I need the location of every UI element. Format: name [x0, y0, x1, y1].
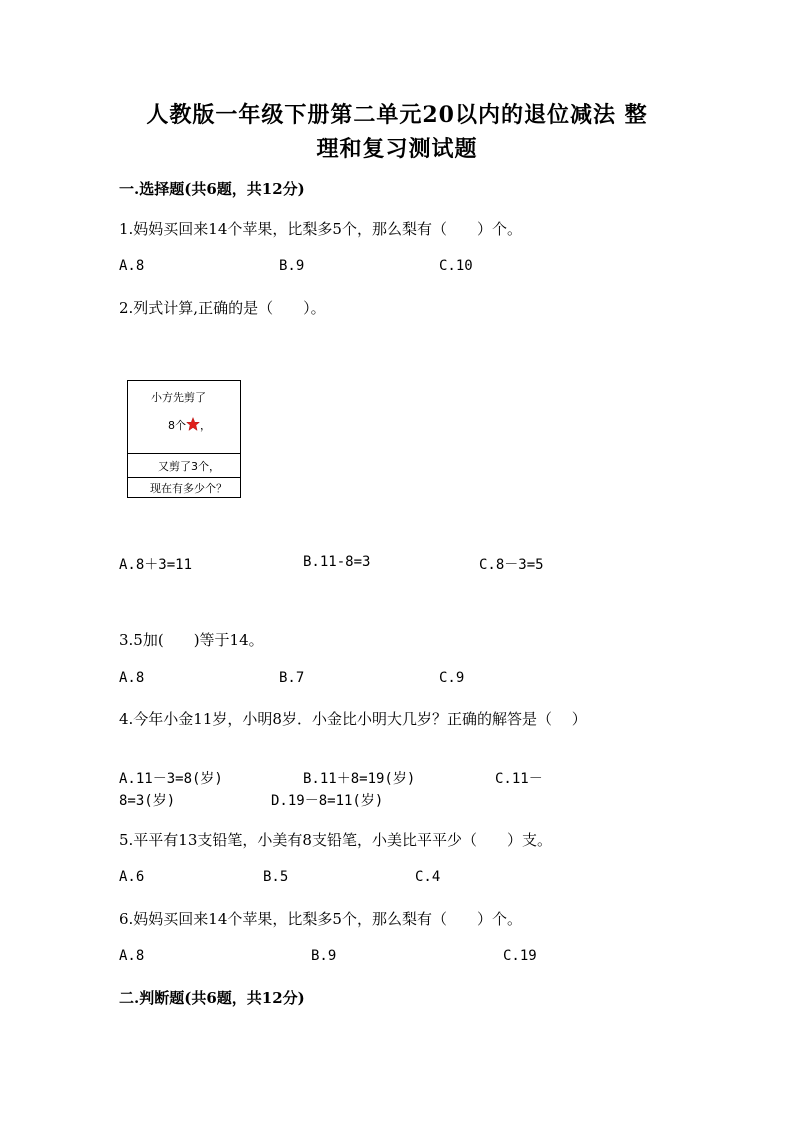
question-3-option-c: C.9 [439, 670, 465, 686]
question-4-option-c-continued: 8=3(岁) [119, 793, 176, 809]
question-4-option-d: D.19－8=11(岁) [271, 793, 384, 809]
document-title-line1: 人教版一年级下册第二单元20以内的退位减法 整 [146, 102, 648, 128]
question-4-option-b: B.11＋8=19(岁) [303, 771, 416, 787]
question-1-stem: 1.妈妈买回来14个苹果，比梨多5个，那么梨有（ ）个。 [119, 220, 522, 238]
question-6-option-a: A.8 [119, 948, 145, 964]
figure-cell-middle [128, 453, 240, 478]
figure-text-line4: 现在有多少个？ [150, 482, 227, 495]
question-2-figure [127, 380, 241, 498]
question-6-option-c: C.19 [503, 948, 537, 964]
question-6-stem: 6.妈妈买回来14个苹果，比梨多5个，那么梨有（ ）个。 [119, 910, 522, 928]
question-1-option-b: B.9 [279, 258, 305, 274]
question-3-stem: 3.5加( )等于14。 [119, 631, 264, 649]
figure-cell-top [128, 381, 240, 454]
question-2-option-a: A.8＋3=11 [119, 557, 193, 573]
question-5-stem: 5.平平有13支铅笔，小美有8支铅笔，小美比平平少（ ）支。 [119, 831, 552, 849]
question-1-option-a: A.8 [119, 258, 145, 274]
question-4-option-a: A.11－3=8(岁) [119, 771, 223, 787]
question-5-option-b: B.5 [263, 869, 289, 885]
figure-text-line2 [168, 417, 211, 433]
question-2-option-b: B.11-8=3 [303, 554, 371, 570]
question-4-stem: 4.今年小金11岁，小明8岁．小金比小明大几岁？正确的解答是（ ） [119, 710, 587, 728]
star-icon [186, 417, 200, 431]
figure-text-line1: 小方先剪了 [151, 391, 206, 404]
question-3-option-a: A.8 [119, 670, 145, 686]
question-2-option-c: C.8－3=5 [479, 557, 544, 573]
figure-text-line2-suffix: ， [200, 419, 211, 432]
section-heading-true-false: 二.判断题(共6题，共12分) [119, 989, 305, 1007]
figure-text-line2-prefix: 8个 [168, 419, 186, 432]
question-3-option-b: B.7 [279, 670, 305, 686]
question-1-option-c: C.10 [439, 258, 473, 274]
question-5-option-a: A.6 [119, 869, 145, 885]
question-4-option-c: C.11－ [495, 771, 543, 787]
figure-text-line3: 又剪了3个， [158, 460, 220, 473]
section-heading-choice: 一.选择题(共6题，共12分) [119, 180, 305, 198]
document-title-line2: 理和复习测试题 [316, 136, 478, 162]
question-5-option-c: C.4 [415, 869, 441, 885]
question-6-option-b: B.9 [311, 948, 337, 964]
question-2-stem: 2.列式计算,正确的是（ ）。 [119, 299, 326, 317]
figure-cell-bottom [128, 477, 240, 497]
